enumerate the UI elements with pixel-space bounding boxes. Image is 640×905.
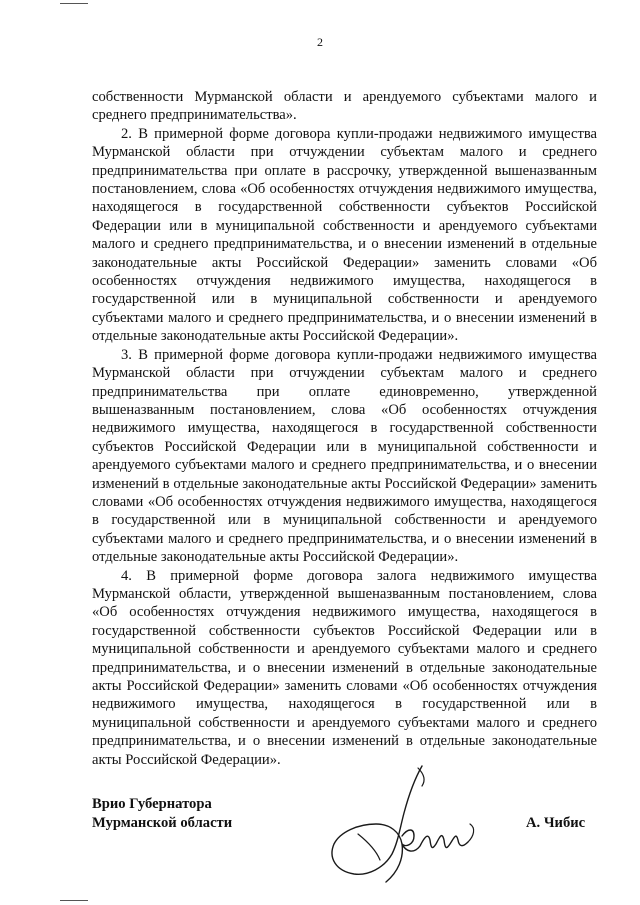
signatory-name: А. Чибис xyxy=(526,815,586,831)
paragraph-item-4: 4. В примерной форме договора залога недвижимого имущества Мурманской области, утвержденной вышеназванным постановлением, слова «Об особенностях отчуждения недвижимого имущества, находящегося в государственной собственности субъектов Российской Федерации или в муниципальной собственности и арендуемого субъектами малого и среднего предпринимательства, и о внесении изменений в отдельные законодательные акты Российской Федерации» заменить словами «Об особенностях отчуждения недвижимого имущества, находящегося в государственной или в муниципальной собственности и арендуемого субъектами малого и среднего предпринимательства, и о внесении изменений в отдельные законодательные акты Российской Федерации». xyxy=(92,567,597,768)
paragraph-item-3: 3. В примерной форме договора купли-продажи недвижимого имущества Мурманской области при отчуждении субъектам малого и среднего предпринимательства при оплате единовременно, утвержденной вышеназванным постановлением, слова «Об особенностях отчуждения недвижимого имущества, находящегося в государственной собственности субъектов Российской Федерации или в муниципальной собственности и арендуемого субъектами малого и среднего предпринимательства, и о внесении изменений в отдельные законодательные акты Российской Федерации» заменить словами «Об особенностях отчуждения недвижимого имущества, находящегося в государственной или в муниципальной собственности и арендуемого субъектами малого и среднего предпринимательства, и о внесении изменений в отдельные законодательные акты Российской Федерации». xyxy=(92,346,597,566)
paragraph-item-2: 2. В примерной форме договора купли-продажи недвижимого имущества Мурманской области при отчуждении субъектам малого и среднего предпринимательства при оплате в рассрочку, утвержденной вышеназванным постановлением, слова «Об особенностях отчуждения недвижимого имущества, находящегося в государственной собственности субъектов Российской Федерации или в муниципальной собственности и арендуемого субъектами малого и среднего предпринимательства, и о внесении изменений в отдельные законодательные акты Российской Федерации» заменить словами «Об особенностях отчуждения недвижимого имущества, находящегося в государственной или в муниципальной собственности и арендуемого субъектами малого и среднего предпринимательства, и о внесении изменений в отдельные законодательные акты Российской Федерации». xyxy=(92,125,597,345)
top-corner-mark xyxy=(60,3,88,4)
signatory-position-line-2: Мурманской области xyxy=(92,815,233,831)
bottom-corner-mark xyxy=(60,900,88,901)
paragraph-continuation: собственности Мурманской области и арендуемого субъектами малого и среднего предпринимательства». xyxy=(92,89,597,124)
document-body xyxy=(92,88,597,769)
signatory-position xyxy=(92,795,232,833)
page-number: 2 xyxy=(317,35,323,49)
handwritten-signature xyxy=(318,758,508,898)
signatory-position-line-1: Врио Губернатора xyxy=(92,796,212,812)
